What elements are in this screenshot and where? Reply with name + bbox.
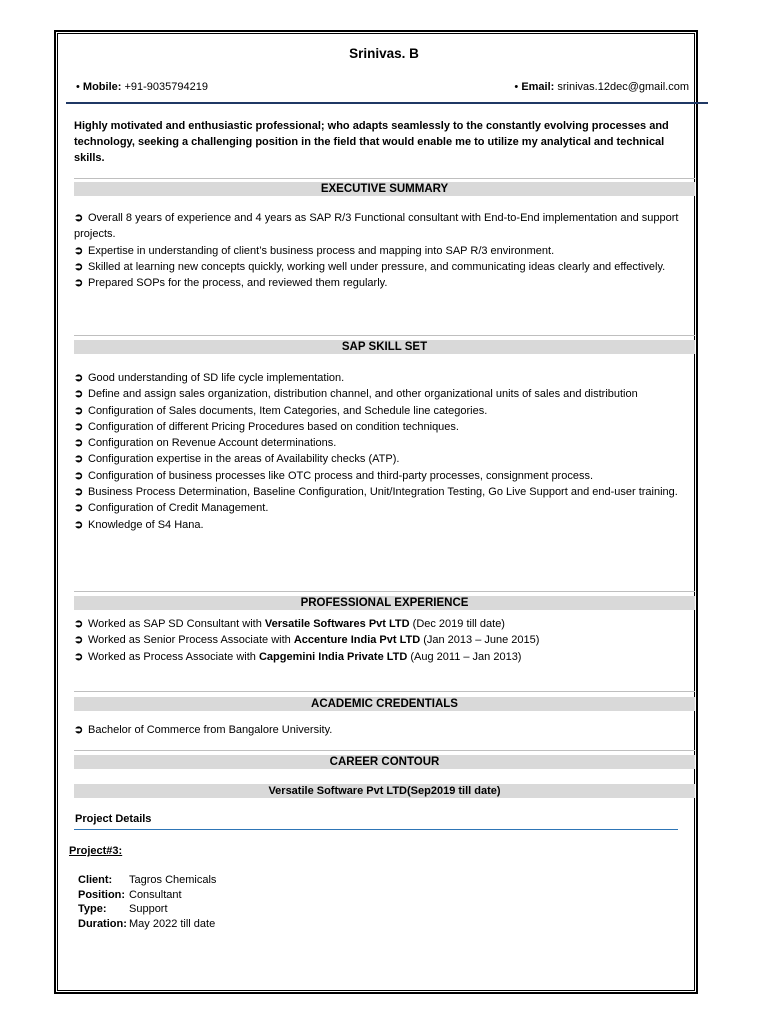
list-item-text: Bachelor of Commerce from Bangalore University. bbox=[88, 724, 333, 736]
list-item-text: Configuration of Credit Management. bbox=[88, 502, 269, 515]
company-name: Capgemini India Private LTD bbox=[258, 650, 408, 663]
email-label: Email: bbox=[521, 81, 555, 93]
list-item bbox=[74, 484, 698, 500]
email-address: srinivas.12dec@gmail.com bbox=[557, 81, 689, 93]
project-details-title: Project Details bbox=[75, 813, 152, 825]
list-item bbox=[74, 435, 698, 451]
mobile-number: +91-9035794219 bbox=[124, 81, 208, 93]
arrow-bullet-icon: ➲ bbox=[74, 404, 84, 417]
detail-row-duration: Duration: May 2022 till date bbox=[78, 917, 216, 930]
list-item bbox=[74, 243, 698, 259]
list-item bbox=[74, 370, 698, 386]
arrow-bullet-icon: ➲ bbox=[74, 618, 84, 630]
section-header-executive-summary: EXECUTIVE SUMMARY bbox=[74, 182, 695, 196]
section-header-academic: ACADEMIC CREDENTIALS bbox=[74, 697, 695, 711]
arrow-bullet-icon: ➲ bbox=[74, 724, 84, 736]
list-item: ➲ Worked as Senior Process Associate with Accenture India Pvt LTD (Jan 2013 – June 2015) bbox=[74, 632, 698, 648]
mobile-label: Mobile: bbox=[82, 81, 122, 93]
arrow-bullet-icon: ➲ bbox=[74, 420, 84, 433]
arrow-bullet-icon: ➲ bbox=[74, 650, 84, 663]
arrow-bullet-icon: ➲ bbox=[74, 502, 84, 515]
list-item bbox=[74, 259, 698, 275]
arrow-bullet-icon: ➲ bbox=[74, 469, 84, 482]
list-item bbox=[74, 210, 698, 243]
list-item bbox=[74, 451, 698, 467]
project-details-table bbox=[78, 873, 216, 931]
divider bbox=[74, 691, 695, 692]
list-item-text: Configuration expertise in the areas of Availability checks (ATP). bbox=[88, 453, 400, 466]
arrow-bullet-icon: ➲ bbox=[74, 453, 84, 466]
list-item: ➲ Worked as Process Associate with Capgemini India Private LTD (Aug 2011 – Jan 2013) bbox=[74, 649, 698, 665]
arrow-bullet-icon: ➲ bbox=[74, 437, 84, 450]
arrow-bullet-icon: ➲ bbox=[74, 518, 84, 531]
arrow-bullet-icon: ➲ bbox=[74, 212, 84, 224]
academic-list bbox=[74, 722, 698, 738]
arrow-bullet-icon: ➲ bbox=[74, 388, 84, 401]
career-company: Versatile Software Pvt LTD(Sep2019 till date) bbox=[74, 784, 695, 798]
candidate-name: Srinivas. B bbox=[349, 46, 419, 61]
list-item bbox=[74, 517, 698, 533]
list-item-text: Configuration of business processes like OTC process and third-party processes, consignment process. bbox=[88, 469, 594, 482]
divider bbox=[74, 335, 695, 336]
list-item bbox=[74, 419, 698, 435]
divider bbox=[74, 750, 695, 751]
list-item-text: Good understanding of SD life cycle implementation. bbox=[88, 372, 345, 384]
company-name: Accenture India Pvt LTD bbox=[293, 634, 421, 647]
project-details-rule bbox=[74, 829, 678, 830]
divider bbox=[74, 178, 695, 179]
list-item-text: Overall 8 years of experience and 4 years as SAP R/3 Functional consultant with End-to-End implementation and support projects. bbox=[74, 212, 679, 241]
list-item-text: Configuration on Revenue Account determinations. bbox=[88, 437, 337, 450]
list-item bbox=[74, 500, 698, 516]
experience-list bbox=[74, 616, 698, 665]
list-item: ➲ Worked as SAP SD Consultant with Versatile Softwares Pvt LTD (Dec 2019 till date) bbox=[74, 616, 698, 632]
detail-row-type: Type: Support bbox=[78, 903, 168, 915]
list-item-text: Define and assign sales organization, distribution channel, and other organizational units of sales and distribution bbox=[88, 388, 638, 401]
contact-divider bbox=[66, 102, 708, 104]
list-item-text: Prepared SOPs for the process, and reviewed them regularly. bbox=[88, 277, 388, 290]
arrow-bullet-icon: ➲ bbox=[74, 634, 84, 647]
section-header-skill-set: SAP SKILL SET bbox=[74, 340, 695, 354]
arrow-bullet-icon: ➲ bbox=[74, 486, 84, 499]
list-item bbox=[74, 386, 698, 402]
detail-row-client: Client: Tagros Chemicals bbox=[78, 874, 217, 886]
company-name: Versatile Softwares Pvt LTD bbox=[264, 618, 410, 630]
list-item bbox=[74, 403, 698, 419]
list-item bbox=[74, 722, 698, 738]
section-header-experience: PROFESSIONAL EXPERIENCE bbox=[74, 596, 695, 610]
section-header-career: CAREER CONTOUR bbox=[74, 755, 695, 769]
mobile-contact: • Mobile: +91-9035794219 bbox=[76, 81, 208, 93]
list-item bbox=[74, 275, 698, 291]
list-item-text: Skilled at learning new concepts quickly, working well under pressure, and communicating ideas clearly and effectively. bbox=[88, 260, 666, 273]
arrow-bullet-icon: ➲ bbox=[74, 244, 84, 257]
arrow-bullet-icon: ➲ bbox=[74, 277, 84, 290]
executive-summary-list bbox=[74, 210, 698, 291]
list-item-text: Knowledge of S4 Hana. bbox=[88, 518, 204, 531]
divider bbox=[74, 591, 695, 592]
intro-statement: Highly motivated and enthusiastic professional; who adapts seamlessly to the constantly evolving processes and technology, seeking a challenging position in the field that would enable me to utilize my analytical and technical skills. bbox=[74, 120, 669, 164]
list-item-text: Configuration of Sales documents, Item Categories, and Schedule line categories. bbox=[88, 404, 488, 417]
list-item-text: Configuration of different Pricing Procedures based on condition techniques. bbox=[88, 420, 459, 433]
project-number: Project#3: bbox=[69, 845, 123, 857]
list-item-text: Expertise in understanding of client’s business process and mapping into SAP R/3 environment. bbox=[88, 244, 555, 257]
skill-set-list bbox=[74, 370, 698, 533]
list-item-text: Business Process Determination, Baseline Configuration, Unit/Integration Testing, Go Live Support and end-user training. bbox=[88, 486, 678, 499]
email-contact: • Email: srinivas.12dec@gmail.com bbox=[514, 81, 689, 93]
list-item bbox=[74, 468, 698, 484]
detail-row-position: Position: Consultant bbox=[78, 888, 182, 901]
arrow-bullet-icon: ➲ bbox=[74, 260, 84, 273]
arrow-bullet-icon: ➲ bbox=[74, 372, 84, 384]
